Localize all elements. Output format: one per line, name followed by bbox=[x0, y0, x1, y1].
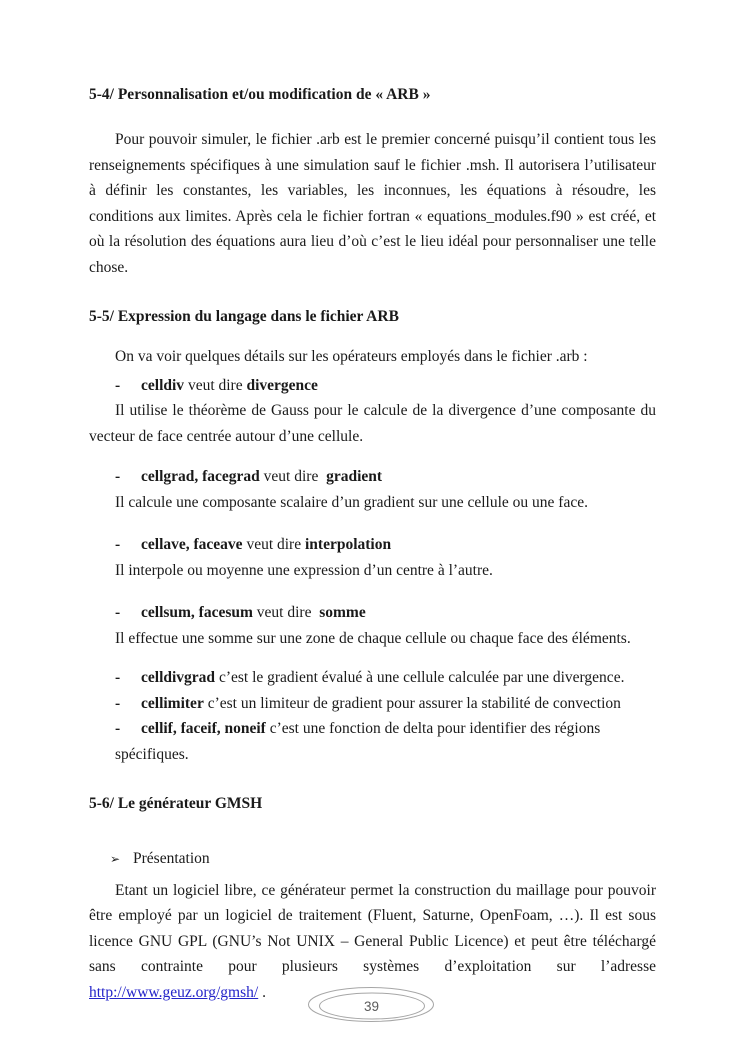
list-item-text: c’est le gradient évalué à une cellule calculée par une divergence. bbox=[215, 669, 625, 686]
presentation-bullet bbox=[89, 846, 656, 873]
operator-term: cellave, faceave bbox=[141, 536, 243, 553]
paragraph-operators-intro: On va voir quelques détails sur les opérateurs employés dans le fichier .arb : bbox=[115, 348, 588, 365]
operator-term: celldivgrad bbox=[141, 669, 216, 686]
operator-meaning: somme bbox=[319, 604, 366, 621]
list-item-text: veut dire bbox=[242, 536, 305, 553]
section-heading-5-6: 5-6/ Le générateur GMSH bbox=[89, 795, 263, 812]
list-bullet: - bbox=[115, 604, 121, 621]
list-item-text: veut dire bbox=[252, 604, 320, 621]
page-number: 39 bbox=[363, 999, 380, 1014]
list-item-celldivgrad bbox=[89, 665, 656, 691]
operator-description: Il interpole ou moyenne une expression d’un centre à l’autre. bbox=[115, 561, 493, 579]
operator-term: cellif, faceif, noneif bbox=[141, 720, 266, 737]
paragraph-arb-intro: Pour pouvoir simuler, le fichier .arb est le premier concerné puisqu’il contient tous les renseignements spécifiques à une simulation sauf le fichier .msh. Il autorisera l’utilisateur à définir les constantes, les variables, les inconnues, les équations à résoudre, les conditions aux limites. Après cela le fichier fortran « equations_modules.f90 » est créé, et où la résolution des équations aura lieu d’où c’est le lieu idéal pour personnaliser une telle chose. bbox=[89, 131, 656, 276]
operator-term: celldiv bbox=[141, 376, 185, 394]
list-item-text: veut dire bbox=[184, 376, 247, 394]
operator-term: cellgrad, facegrad bbox=[141, 468, 260, 485]
list-bullet: - bbox=[115, 536, 121, 553]
list-item-text: veut dire bbox=[259, 468, 327, 485]
operator-meaning: gradient bbox=[326, 468, 383, 485]
section-heading-5-5: 5-5/ Expression du langage dans le fichier ARB bbox=[89, 308, 399, 325]
list-bullet: - bbox=[115, 694, 121, 712]
operator-description: Il effectue une somme sur une zone de chaque cellule ou chaque face des éléments. bbox=[115, 629, 631, 647]
paragraph-text: . bbox=[258, 983, 266, 1001]
presentation-label: Présentation bbox=[133, 850, 210, 867]
list-bullet: - bbox=[115, 720, 121, 737]
list-item-cellsum bbox=[89, 600, 656, 626]
operator-meaning: interpolation bbox=[304, 536, 392, 553]
arrowhead-bullet-icon: ➢ bbox=[110, 852, 121, 866]
operator-term: cellsum, facesum bbox=[141, 604, 253, 621]
list-item-text: c’est une fonction de delta pour identifier des régions spécifiques. bbox=[115, 720, 605, 763]
list-bullet: - bbox=[115, 376, 121, 394]
operator-description: Il utilise le théorème de Gauss pour le calcule de la divergence d’une composante du vecteur de face centrée autour d’une cellule. bbox=[89, 402, 656, 445]
list-bullet: - bbox=[115, 468, 121, 485]
page-content bbox=[89, 0, 656, 1005]
section-heading-5-4: 5-4/ Personnalisation et/ou modification de « ARB » bbox=[89, 86, 431, 103]
operator-term: cellimiter bbox=[141, 694, 204, 712]
list-item-celldiv bbox=[89, 373, 656, 399]
operator-meaning: divergence bbox=[246, 376, 318, 394]
operator-description: Il calcule une composante scalaire d’un gradient sur une cellule ou une face. bbox=[115, 493, 588, 511]
list-item-cellave bbox=[89, 532, 656, 558]
list-item-cellgrad bbox=[89, 464, 656, 490]
list-item-cellimiter bbox=[89, 691, 656, 717]
list-item-cellif bbox=[89, 716, 656, 767]
paragraph-text: Etant un logiciel libre, ce générateur permet la construction du maillage pour pouvoir être employé par un logiciel de traitement (Fluent, Saturne, OpenFoam, …). Il est sous licence GNU GPL (GNU’s Not UNIX – General Public Licence) et peut être téléchargé sans contrainte pour plusieurs systèmes d’exploitation sur l’adresse bbox=[89, 881, 656, 975]
list-item-text: c’est un limiteur de gradient pour assurer la stabilité de convection bbox=[203, 694, 621, 712]
gmsh-hyperlink[interactable]: http://www.geuz.org/gmsh/ bbox=[89, 983, 259, 1001]
list-bullet: - bbox=[115, 669, 121, 686]
